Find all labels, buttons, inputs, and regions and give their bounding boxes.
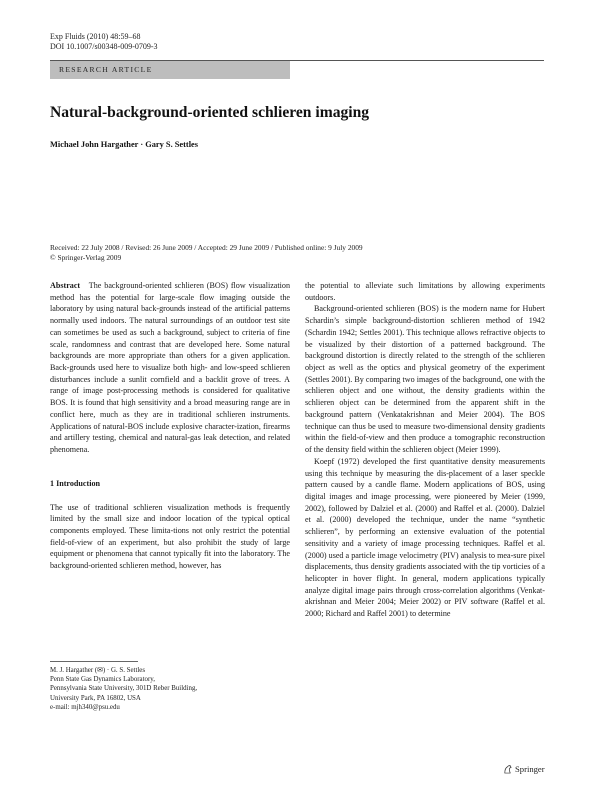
section-heading-introduction: 1 Introduction	[50, 478, 100, 488]
footnote-rule	[50, 661, 138, 662]
intro-paragraph: The use of traditional schlieren visualization methods is frequently limited by the small size and indoor location of the typical optical components employed. These limita-tions not only restrict the potential field-of-view of an experiment, but also prohibit the study of large equipment or phenomena that cannot typically fit into the laboratory. The background-oriented schlieren method, however, has	[50, 502, 290, 571]
publication-dates	[50, 243, 363, 263]
publisher-name: Springer	[515, 764, 545, 774]
body-paragraph-continued: the potential to alleviate such limitations by allowing experiments outdoors.	[305, 281, 545, 302]
article-type-banner	[50, 61, 290, 79]
affiliation-address: University Park, PA 16802, USA	[50, 694, 141, 702]
publisher-logo	[503, 764, 545, 774]
copyright: © Springer-Verlag 2009	[50, 253, 122, 262]
paper-title: Natural-background-oriented schlieren imaging	[50, 104, 370, 121]
abstract	[50, 280, 290, 456]
affiliation-lab: Penn State Gas Dynamics Laboratory,	[50, 676, 155, 684]
correspondence-line: M. J. Hargather (✉) · G. S. Settles	[50, 667, 146, 674]
abstract-label: Abstract	[50, 281, 81, 290]
journal-header	[50, 32, 158, 52]
article-type-label: RESEARCH ARTICLE	[59, 65, 153, 74]
email: e-mail: mjh340@psu.edu	[50, 703, 120, 711]
body-paragraph-bos: Background-oriented schlieren (BOS) is the modern name for Hubert Schardin’s simple background-distortion schlieren method of 1942 (Schardin 1942; Settles 2001). This technique allows refractive objects to be visualized by their distortion of a patterned background. The background distortion is directly related to the strength of the schlieren object as well as the optics and physical geometry of the experiment (Settles 2001). By comparing two images of the background, one with the schlieren object and one without, the density gradients within the schlieren object can be determined from the apparent shift in the background pattern (Venkatakrishnan and Meier 2004). The BOS technique can thus be used to measure two-dimensional density gradients within the field-of-view and then produce a tomographic reconstruction of the density field within the schlieren object (Meier 1999).	[305, 304, 545, 455]
abstract-text: The background-oriented schlieren (BOS) flow visualization method has the potential for large-scale flow imaging outside the laboratory by using natural back-grounds instead of the artificial patterns normally used indoors. The natural surroundings of an outdoor test site can sometimes be used as such a background, subject to criteria of fine scale, randomness and contrast that are developed here. Some natural backgrounds are more appropriate than others for a given application. Back-grounds used here to visualize both high- and low-speed schlieren disturbances include a sunlit cornfield and a backlit grove of trees. A range of image post-processing methods is considered for qualitative BOS. It is found that high sensitivity and a broad measuring range are in conflict here, much as they are in traditional schlieren instruments. Applications of natural-BOS include explosive character-ization, firearms and artillery testing, chemical and natural-gas leak detection, and related phenomena.	[50, 281, 290, 455]
author-list: Michael John Hargather · Gary S. Settles	[50, 140, 199, 149]
left-column	[50, 280, 290, 572]
springer-horse-icon	[503, 764, 512, 774]
journal-citation: Exp Fluids (2010) 48:59–68	[50, 32, 141, 41]
doi: DOI 10.1007/s00348-009-0709-3	[50, 42, 158, 51]
history-dates: Received: 22 July 2008 / Revised: 26 June 2009 / Accepted: 29 June 2009 / Published online: 9 July 2009	[50, 243, 363, 252]
affiliation-university: Pennsylvania State University, 301D Reber Building,	[50, 685, 198, 693]
author-affiliation-footnote	[50, 661, 290, 712]
body-paragraph-koepf: Koepf (1972) developed the first quantitative density measurements using this technique by measuring the dis-placement of a laser speckle pattern caused by a candle flame. Modern applications of BOS, using digital images and image processing, were pioneered by Meier (1999, 2002), followed by Dalziel et al. (2000) and Raffel et al. (2000). Dalziel et al. (2000) developed the technique, under the name “synthetic schlieren”, by performing an extensive evaluation of the potential sensitivity and a variety of image processing techniques. Raffel et al. (2000) used a particle image velocimetry (PIV) analysis to mea-sure pixel displacements, thus density gradients associated with the tip vorticies of a helicopter in hover flight. In general, modern applications typically analyze digital image pairs through cross-correlation algorithms (Venkat-akrishnan and Meier 2004; Meier 2002) or PIV software (Raffel et al. 2000; Richard and Raffel 2001) to determine	[305, 456, 545, 619]
right-column	[305, 280, 545, 620]
